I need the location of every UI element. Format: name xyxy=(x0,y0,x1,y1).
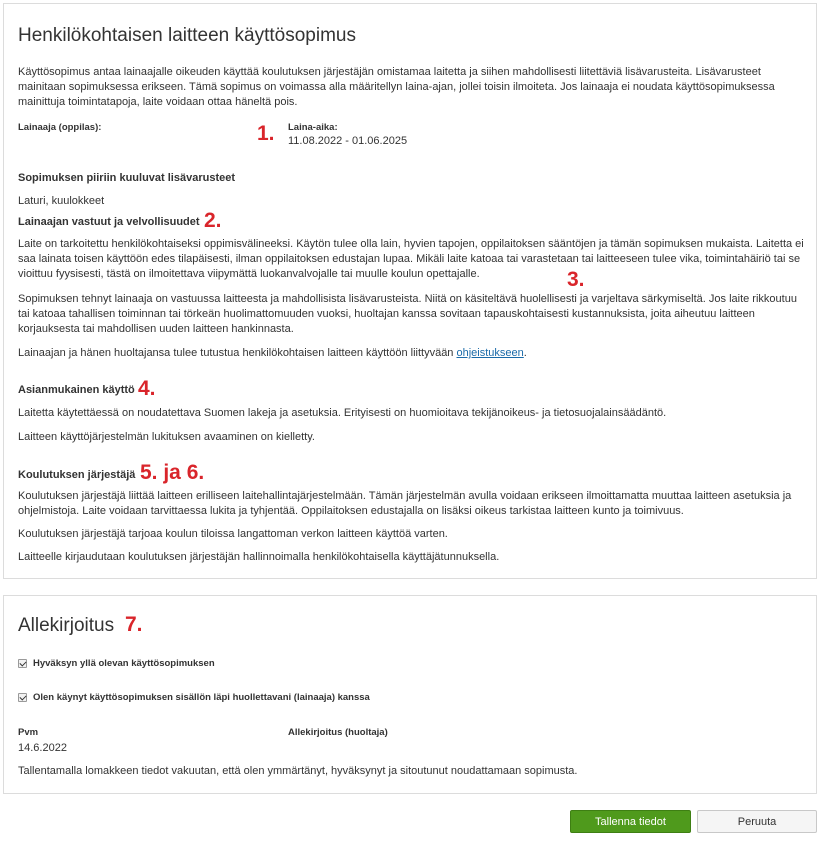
accept-agreement-row[interactable] xyxy=(18,658,215,669)
accept-agreement-label: Hyväksyn yllä olevan käyttösopimuksen xyxy=(33,658,215,669)
reviewed-with-borrower-checkbox[interactable] xyxy=(18,693,27,702)
signature-title: Allekirjoitus xyxy=(18,615,115,636)
reviewed-with-borrower-row[interactable] xyxy=(18,692,370,703)
borrower-label: Lainaaja (oppilas): xyxy=(18,122,102,133)
loan-period-label: Laina-aika: xyxy=(288,122,338,133)
annotation-7: 7. xyxy=(125,613,143,636)
agreement-panel xyxy=(3,3,817,579)
annotation-4: 4. xyxy=(138,377,156,400)
responsibilities-paragraph-3 xyxy=(18,346,808,361)
annotation-2: 2. xyxy=(204,209,222,232)
signature-panel xyxy=(3,595,817,794)
annotation-3: 3. xyxy=(567,268,585,291)
organizer-heading: Koulutuksen järjestäjä xyxy=(18,469,136,481)
responsibilities-paragraph-2: Sopimuksen tehnyt lainaaja on vastuussa laitteesta ja mahdollisista lisävarusteista. Niitä on käsiteltävä huolellisesti ja varjeltava särkymiseltä. Jos laite rikkoutuu tai katoaa tahallisen toiminnan tai törkeän huolimattomuuden vuoksi, huoltajan kanssa sovitaan tapauskohtaisesti kustannuksista, joita aiheutuu laitteen korjauksesta tai mahdollisen uuden laitteen hankinnasta. xyxy=(18,293,797,335)
agreement-title: Henkilökohtaisen laitteen käyttösopimus xyxy=(18,25,356,46)
accept-agreement-checkbox[interactable] xyxy=(18,659,27,668)
signature-label: Allekirjoitus (huoltaja) xyxy=(288,727,388,738)
organizer-paragraph-1: Koulutuksen järjestäjä liittää laitteen erilliseen laitehallintajärjestelmään. Tämän järjestelmän avulla voidaan erikseen ilmoittamatta muuttaa laitteen asetuksia ja ohjelmistoja. Laite voidaan tarvittaessa lukita ja tyhjentää. Oppilaitoksen edustajalla on lisäksi oikeus tarkistaa laitteen kunto ja toimivuus. xyxy=(18,490,792,517)
guidance-text: Lainaajan ja hänen huoltajansa tulee tutustua henkilökohtaisen laitteen käyttöön liittyvään xyxy=(18,347,457,359)
accessories-value: Laturi, kuulokkeet xyxy=(18,195,105,207)
responsibilities-paragraph-1: Laite on tarkoitettu henkilökohtaiseksi oppimisvälineeksi. Käytön tulee olla lain, hyvien tapojen, oppilaitoksen sääntöjen ja tämän sopimuksen mukaista. Laitetta ei saa lainata toisen käyttöön edes tilapäisesti, ilman oppilaitoksen edustajan lupaa. Mikäli laite katoaa tai varastetaan tai laitteeseen tulee vika, toimintahäiriö tai se vioittuu fyysisesti, tästä on ilmoitettava viipymättä luokanvalvojalle tai muulle koulun opettajalle. xyxy=(18,238,804,280)
date-label: Pvm xyxy=(18,727,39,738)
annotation-5-6: 5. ja 6. xyxy=(140,461,205,484)
annotation-1: 1. xyxy=(257,122,275,145)
agreement-intro: Käyttösopimus antaa lainaajalle oikeuden käyttää koulutuksen järjestäjän omistamaa laitetta ja siihen mahdollisesti liitettäviä lisävarusteita. Lisävarusteet mainitaan sopimuksessa erikseen. Tämä sopimus on voimassa alla määritellyn laina-ajan, jollei toisin ilmoiteta. Jos lainaaja ei noudata käyttösopimuksessa mainittuja toimintatapoja, laite voidaan ottaa häneltä pois. xyxy=(18,66,775,108)
signature-footer-text: Tallentamalla lomakkeen tiedot vakuutan, että olen ymmärtänyt, hyväksynyt ja sitoutunut noudattamaan sopimusta. xyxy=(18,765,578,777)
usage-heading: Asianmukainen käyttö xyxy=(18,384,135,396)
save-button[interactable]: Tallenna tiedot xyxy=(570,810,691,833)
accessories-heading: Sopimuksen piiriin kuuluvat lisävarusteet xyxy=(18,172,236,184)
organizer-paragraph-2: Koulutuksen järjestäjä tarjoaa koulun tiloissa langattoman verkon laitteen käyttöä varten. xyxy=(18,528,448,540)
cancel-button[interactable]: Peruuta xyxy=(697,810,817,833)
usage-paragraph-2: Laitteen käyttöjärjestelmän lukituksen avaaminen on kielletty. xyxy=(18,431,315,443)
organizer-paragraph-3: Laitteelle kirjaudutaan koulutuksen järjestäjän hallinnoimalla henkilökohtaisella käyttäjätunnuksella. xyxy=(18,551,500,563)
responsibilities-heading: Lainaajan vastuut ja velvollisuudet xyxy=(18,216,200,228)
guidance-suffix: . xyxy=(523,347,527,359)
loan-period-value: 11.08.2022 - 01.06.2025 xyxy=(288,135,408,147)
usage-paragraph-1: Laitetta käytettäessä on noudatettava Suomen lakeja ja asetuksia. Erityisesti on huomioitava tekijänoikeus- ja tietosuojalainsäädäntö. xyxy=(18,407,667,419)
guidance-link[interactable]: ohjeistukseen xyxy=(456,347,524,359)
date-value: 14.6.2022 xyxy=(18,742,67,754)
reviewed-with-borrower-label: Olen käynyt käyttösopimuksen sisällön läpi huollettavani (lainaaja) kanssa xyxy=(33,692,370,703)
